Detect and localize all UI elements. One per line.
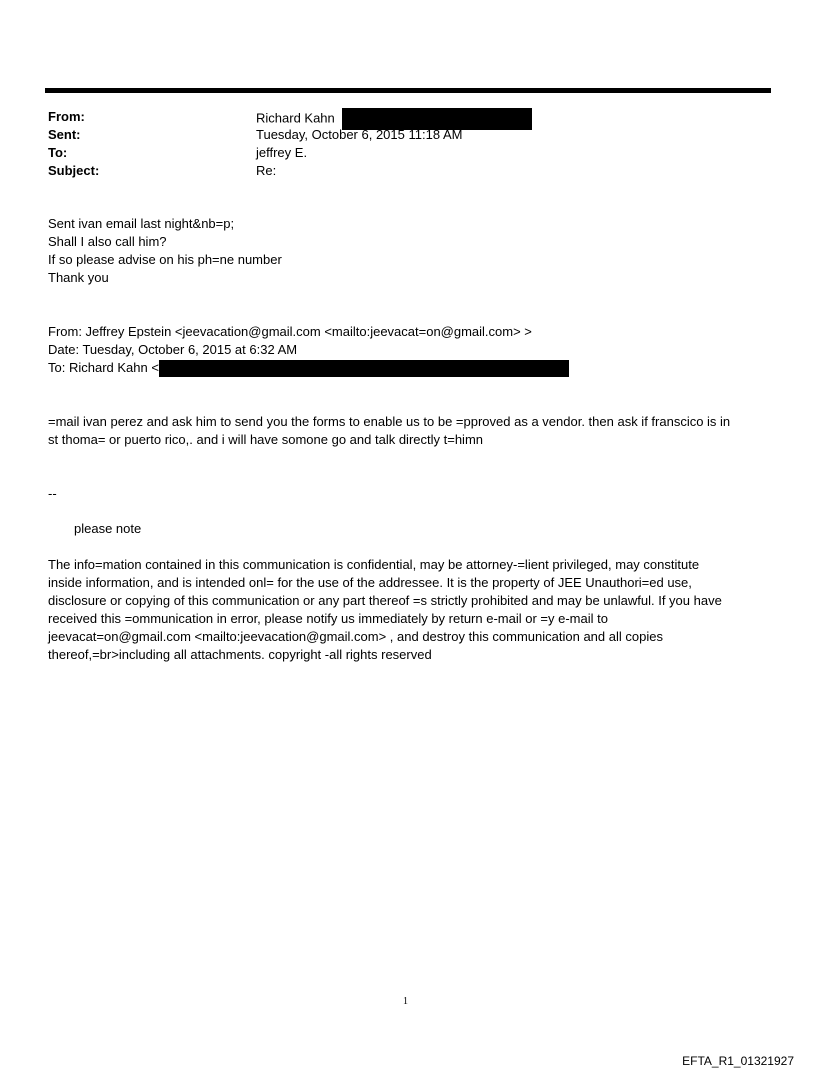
- to-value: jeffrey E.: [256, 145, 308, 160]
- instruction-body: [48, 413, 768, 449]
- sent-row: [48, 126, 608, 144]
- disclaimer-line: thereof,=br>including all attachments. copyright -all rights reserved: [48, 647, 432, 662]
- subject-value: Re:: [256, 163, 277, 178]
- disclaimer-line: disclosure or copying of this communication or any part thereof =s strictly prohibited and may be unlawful. If you have: [48, 593, 722, 608]
- subject-row: [48, 162, 608, 180]
- header-rule: [45, 88, 771, 93]
- email-header: [48, 108, 608, 180]
- from-value: Richard Kahn: [256, 110, 335, 126]
- disclaimer-line: The info=mation contained in this communication is confidential, may be attorney-=lient privileged, may constitute: [48, 557, 700, 572]
- instruction-line: =mail ivan perez and ask him to send you the forms to enable us to be =pproved as a vendor. then ask if franscico is in: [48, 414, 731, 429]
- quoted-to: To: Richard Kahn <: [48, 360, 159, 375]
- signature-separator: [48, 485, 768, 503]
- quoted-header: [48, 323, 768, 377]
- disclaimer-line: inside information, and is intended onl= for the use of the addressee. It is the property of JEE Unauthori=ed use,: [48, 575, 692, 590]
- to-row: [48, 144, 608, 162]
- from-row: [48, 108, 608, 126]
- note-text: please note: [74, 521, 142, 536]
- disclaimer-line: received this =ommunication in error, please notify us immediately by return e-mail or =y e-mail to: [48, 611, 608, 626]
- reply-line: Sent ivan email last night&nb=p;: [48, 216, 235, 231]
- reply-line: Shall I also call him?: [48, 234, 167, 249]
- reply-line: If so please advise on his ph=ne number: [48, 252, 282, 267]
- disclaimer-line: jeevacat=on@gmail.com <mailto:jeevacation@gmail.com> , and destroy this communication and all copies: [48, 629, 663, 644]
- separator: --: [48, 486, 57, 501]
- from-label: From:: [48, 109, 85, 124]
- page-number: 1: [403, 996, 408, 1007]
- document-id: EFTA_R1_01321927: [682, 1054, 794, 1068]
- to-label: To:: [48, 145, 68, 160]
- signature-note: [48, 520, 768, 538]
- sent-value: Tuesday, October 6, 2015 11:18 AM: [256, 127, 463, 142]
- quoted-date: Date: Tuesday, October 6, 2015 at 6:32 AM: [48, 342, 298, 357]
- reply-body: [48, 215, 768, 287]
- sent-label: Sent:: [48, 127, 81, 142]
- subject-label: Subject:: [48, 163, 100, 178]
- redaction-bar: [159, 360, 569, 377]
- quoted-from: From: Jeffrey Epstein <jeevacation@gmail.com <mailto:jeevacat=on@gmail.com> >: [48, 324, 532, 339]
- disclaimer: [48, 556, 768, 664]
- reply-line: Thank you: [48, 270, 109, 285]
- instruction-line: st thoma= or puerto rico,. and i will have somone go and talk directly t=himn: [48, 432, 483, 447]
